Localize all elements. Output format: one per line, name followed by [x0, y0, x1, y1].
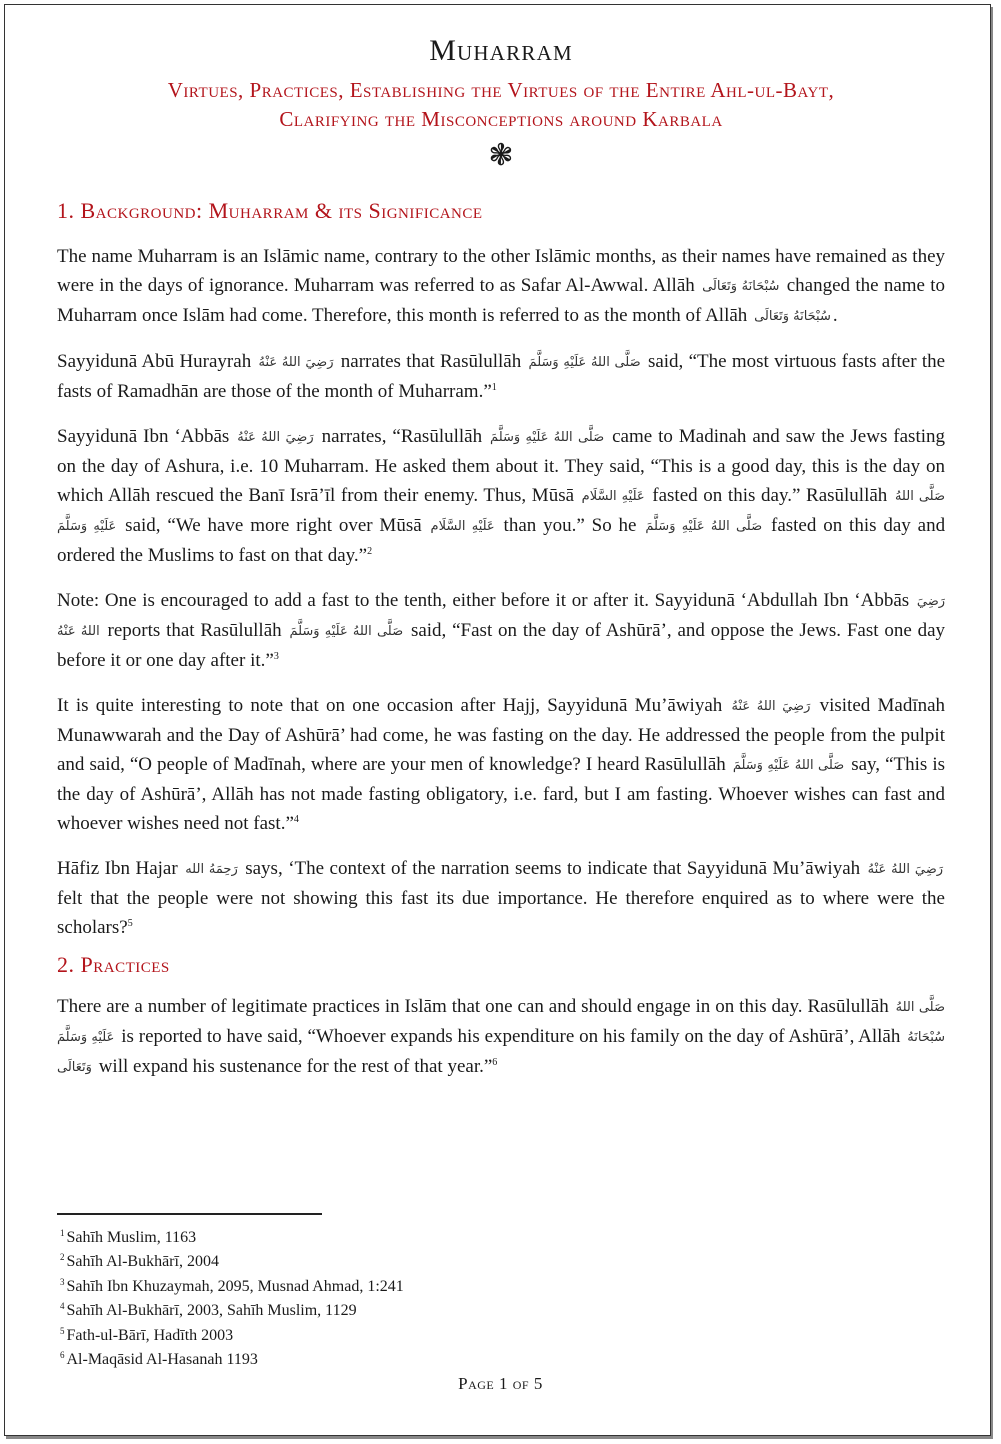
paragraph: It is quite interesting to note that on one occasion after Hajj, Sayyidunā Mu’āwiyah رَضِيَ اللهُ عَنْهُ visited Madīnah Munawwarah and the Day of Ashūrā’ had come, he was fasting on the day. He addressed the people from the pulpit and said, “O people of Madīnah, where are your men of knowledge? I heard Rasūlullāh صَلَّى اللهُ عَلَيْهِ وَسَلَّمَ say, “This is the day of Ashūrā’, Allāh has not made fasting obligatory, i.e. fard, but I am fasting. Whoever wishes can fast and whoever wishes need not fast.”$^4$ — [57, 695, 946, 834]
footnotes-list — [60, 1226, 404, 1372]
honorific-saw: صَلَّى اللهُ عَلَيْهِ وَسَلَّمَ — [490, 430, 605, 445]
honorific-swt: سُبْحَانَهُ وَتَعَالَى — [754, 309, 831, 324]
paragraph: Hāfiz Ibn Hajar رَحِمَهُ الله says, ‘The context of the narration seems to indicate that Sayyidunā Mu’āwiyah رَضِيَ اللهُ عَنْهُ felt that the people were not showing this fast its due importance. He therefore enquired as to where were the scholars?$^5$ — [57, 858, 945, 938]
honorific-as: عَلَيْهِ السَّلَام — [430, 519, 495, 534]
document-body — [57, 0, 945, 1082]
footnote-ref[interactable]: 2 — [367, 546, 373, 557]
honorific-saw: صَلَّى اللهُ عَلَيْهِ وَسَلَّمَ — [645, 519, 763, 534]
footnote-ref[interactable]: 6 — [492, 1057, 498, 1068]
honorific-saw: صَلَّى اللهُ عَلَيْهِ وَسَلَّمَ — [289, 624, 404, 639]
paragraph: Sayyidunā Abū Hurayrah رَضِيَ اللهُ عَنْهُ narrates that Rasūlullāh صَلَّى اللهُ عَلَيْهِ وَسَلَّمَ said, “The most virtuous fasts after the fasts of Ramadhān are those of the month of Muharram.”$^1$ — [57, 351, 946, 402]
honorific-rh: رَحِمَهُ الله — [185, 862, 238, 877]
subtitle-line-1: Virtues, Practices, Establishing the Virtues of the Entire Ahl-ul-Bayt, — [167, 78, 835, 102]
footnote-item: $^2$ Sahīh Al-Bukhārī, 2004 — [60, 1252, 219, 1271]
honorific-ra: رَضِيَ اللهُ عَنْهُ — [867, 862, 944, 877]
footnote-ref[interactable]: 4 — [293, 814, 299, 825]
footnote-ref[interactable]: 3 — [273, 651, 279, 662]
footnote-item: $^5$ Fath-ul-Bārī, Hadīth 2003 — [60, 1325, 234, 1344]
paragraph: The name Muharram is an Islāmic name, contrary to the other Islāmic months, as their names have remained as they were in the days of ignorance. Muharram was referred to as Safar Al-Awwal. Allāh سُبْحَانَهُ وَتَعَالَى changed the name to Muharram once Islām had come. Therefore, this month is referred to as the month of Allāh سُبْحَانَهُ وَتَعَالَى . — [57, 246, 946, 326]
honorific-saw: صَلَّى اللهُ عَلَيْهِ وَسَلَّمَ — [57, 489, 945, 534]
footnote-item: $^6$ Al-Maqāsid Al-Hasanah 1193 — [60, 1350, 258, 1369]
paragraph: Note: One is encouraged to add a fast to the tenth, either before it or after it. Sayyidunā ‘Abdullah Ibn ‘Abbās رَضِيَ اللهُ عَنْهُ reports that Rasūlullāh صَلَّى اللهُ عَلَيْهِ وَسَلَّمَ said, “Fast on the day of Ashūrā’, and oppose the Jews. Fast one day before it or one day after it.”$^3$ — [57, 590, 946, 671]
honorific-saw: صَلَّى اللهُ عَلَيْهِ وَسَلَّمَ — [732, 758, 845, 773]
honorific-ra: رَضِيَ اللهُ عَنْهُ — [731, 699, 811, 714]
paragraph: Sayyidunā Ibn ‘Abbās رَضِيَ اللهُ عَنْهُ narrates, “Rasūlullāh صَلَّى اللهُ عَلَيْهِ وَسَلَّمَ came to Madinah and saw the Jews fasting on the day of Ashura, i.e. 10 Muharram. He asked them about it. They said, “This is a good day, this is the day on which Allāh rescued the Banī Isrā’īl from their enemy. Thus, Mūsā عَلَيْهِ السَّلَام fasted on this day.” Rasūlullāh صَلَّى اللهُ عَلَيْهِ وَسَلَّمَ said, “We have more right over Mūsā عَلَيْهِ السَّلَام than you.” So he صَلَّى اللهُ عَلَيْهِ وَسَلَّمَ fasted on this day and ordered the Muslims to fast on that day.”$^2$ — [57, 426, 946, 566]
footnote-item: $^3$ Sahīh Ibn Khuzaymah, 2095, Musnad Ahmad, 1:241 — [60, 1276, 404, 1295]
footnote-ref[interactable]: 1 — [491, 382, 497, 393]
honorific-ra: رَضِيَ اللهُ عَنْهُ — [57, 594, 946, 639]
footnote-item: $^1$ Sahīh Muslim, 1163 — [60, 1228, 197, 1246]
honorific-saw: صَلَّى اللهُ عَلَيْهِ وَسَلَّمَ — [57, 1000, 945, 1045]
page-number: Page 1 of 5 — [458, 1374, 543, 1393]
honorific-saw: صَلَّى اللهُ عَلَيْهِ وَسَلَّمَ — [528, 355, 641, 370]
footnote-ref[interactable]: 5 — [127, 918, 133, 929]
document-title: Muharram — [429, 34, 573, 67]
honorific-swt: سُبْحَانَهُ وَتَعَالَى — [702, 279, 780, 294]
document-subtitle — [57, 76, 945, 134]
section-heading-practices: 2. Practices — [57, 952, 170, 977]
subtitle-line-2: Clarifying the Misconceptions around Karbala — [279, 107, 723, 131]
section-heading-background: 1. Background: Muharram & its Significance — [57, 198, 483, 223]
flower-ornament-icon: ❃ — [488, 139, 514, 172]
honorific-ra: رَضِيَ اللهُ عَنْهُ — [258, 355, 334, 370]
honorific-swt: سُبْحَانَهُ وَتَعَالَى — [57, 1030, 946, 1075]
honorific-ra: رَضِيَ اللهُ عَنْهُ — [237, 430, 314, 445]
paragraph: There are a number of legitimate practices in Islām that one can and should engage in on this day. Rasūlullāh صَلَّى اللهُ عَلَيْهِ وَسَلَّمَ is reported to have said, “Whoever expands his expenditure on his family on the day of Ashūrā’, Allāh سُبْحَانَهُ وَتَعَالَى will expand his sustenance for the rest of that year.”$^6$ — [57, 996, 946, 1077]
footnote-divider — [57, 1213, 322, 1215]
footnote-item: $^4$ Sahīh Al-Bukhārī, 2003, Sahīh Muslim, 1129 — [60, 1301, 357, 1320]
honorific-as: عَلَيْهِ السَّلَام — [581, 489, 645, 504]
